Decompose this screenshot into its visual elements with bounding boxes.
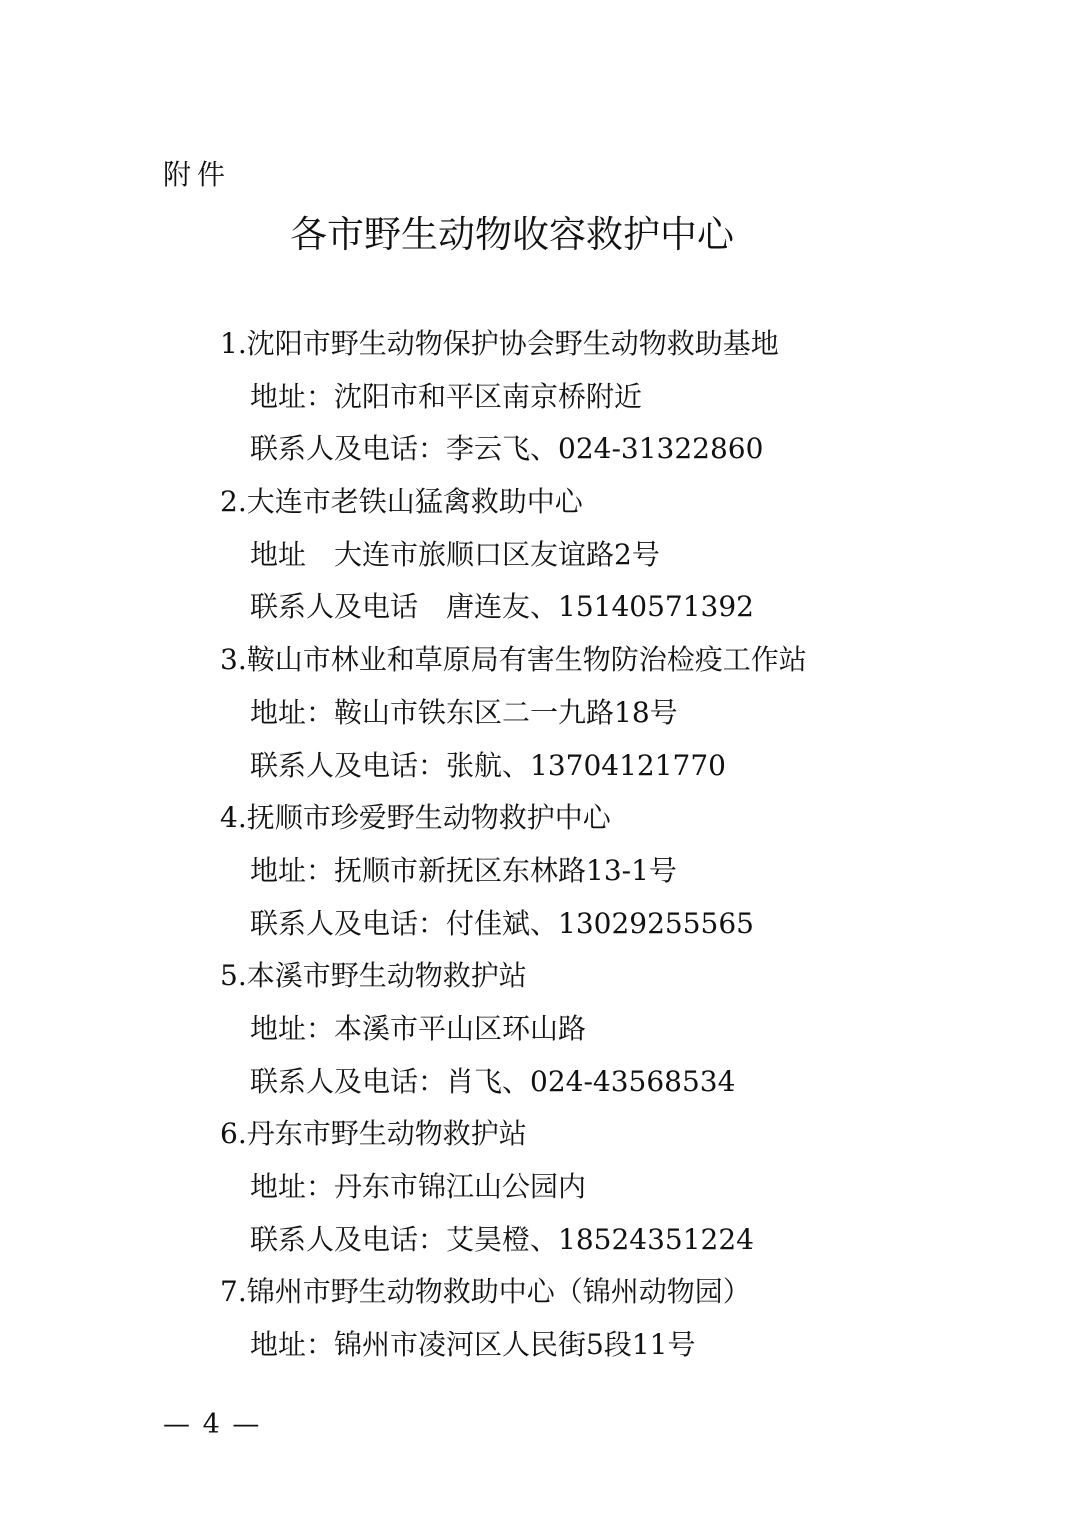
center-name-5: 5.本溪市野生动物救护站 [220,959,527,993]
center-address-4: 地址：抚顺市新抚区东林路13-1号 [250,853,677,887]
center-name-7: 7.锦州市野生动物救助中心（锦州动物园） [220,1275,751,1309]
center-address-5: 地址：本溪市平山区环山路 [250,1011,587,1045]
center-contact-3: 联系人及电话：张航、13704121770 [250,748,726,782]
center-address-3: 地址：鞍山市铁东区二一九路18号 [250,695,678,729]
center-contact-2: 联系人及电话 唐连友、15140571392 [250,590,754,624]
center-name-2: 2.大连市老铁山猛禽救助中心 [220,485,583,519]
center-contact-6: 联系人及电话：艾昊橙、18524351224 [250,1222,754,1256]
center-address-1: 地址：沈阳市和平区南京桥附近 [250,379,643,413]
center-name-1: 1.沈阳市野生动物保护协会野生动物救助基地 [220,327,779,360]
center-contact-4: 联系人及电话：付佳斌、13029255565 [250,906,754,940]
center-name-6: 6.丹东市野生动物救护站 [220,1117,527,1151]
center-address-7: 地址：锦州市凌河区人民街5段11号 [250,1328,696,1362]
page-number: — 4 — [163,1409,262,1440]
rescue-center-list [220,318,1040,1372]
center-name-4: 4.抚顺市珍爱野生动物救护中心 [220,801,611,835]
center-contact-5: 联系人及电话：肖飞、024-43568534 [250,1064,736,1098]
attachment-label: 附件 [163,158,232,191]
center-address-2: 地址 大连市旅顺口区友谊路2号 [250,537,660,571]
center-name-3: 3.鞍山市林业和草原局有害生物防治检疫工作站 [220,643,807,677]
document-title: 各市野生动物收容救护中心 [290,213,734,256]
center-contact-1: 联系人及电话：李云飞、024-31322860 [250,432,764,466]
center-address-6: 地址：丹东市锦江山公园内 [250,1170,587,1203]
